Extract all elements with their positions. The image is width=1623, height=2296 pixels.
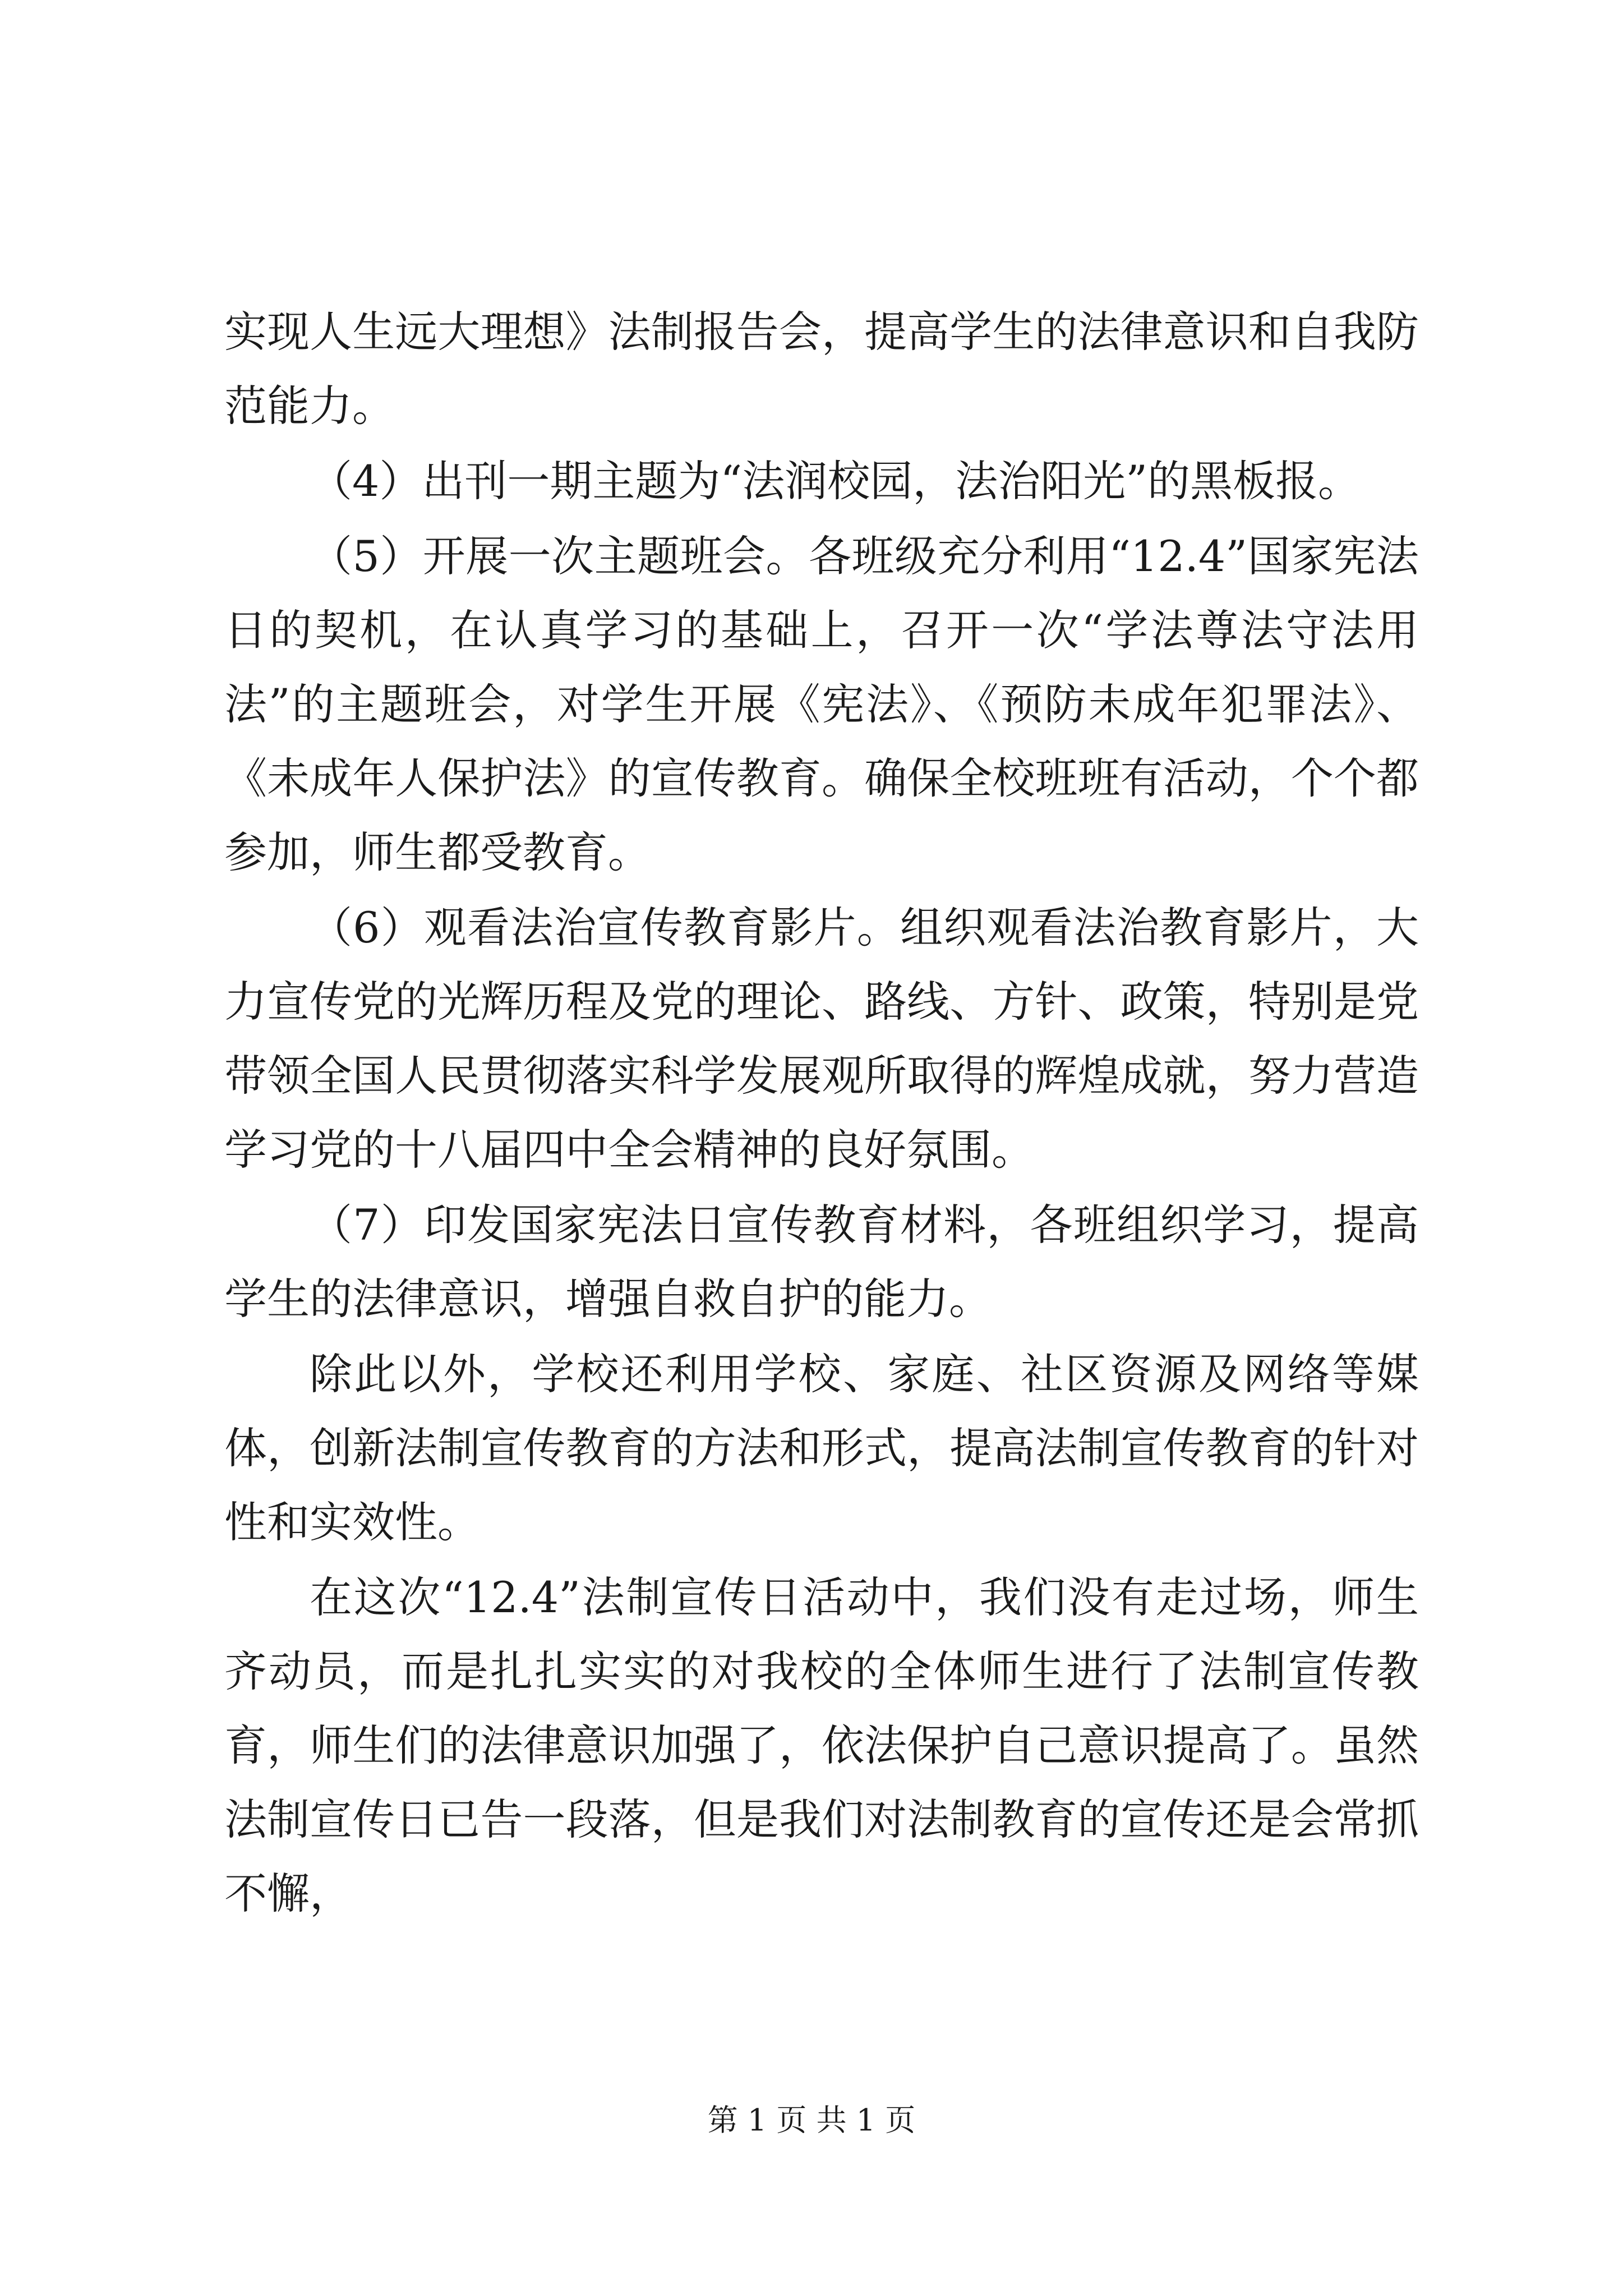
paragraph: 实现人生远大理想》法制报告会，提高学生的法律意识和自我防范能力。 <box>224 307 1419 431</box>
paragraph: 除此以外，学校还利用学校、家庭、社区资源及网络等媒体，创新法制宣传教育的方法和形式，提高法制宣传教育的针对性和实效性。 <box>224 1349 1419 1547</box>
paragraph: （5）开展一次主题班会。各班级充分利用“12.4”国家宪法日的契机，在认真学习的基础上，召开一次“学法尊法守法用法”的主题班会，对学生开展《宪法》、《预防未成年犯罪法》、《未成年人保护法》的宣传教育。确保全校班班有活动，个个都参加，师生都受教育。 <box>224 531 1419 877</box>
paragraph: 在这次“12.4”法制宣传日活动中，我们没有走过场，师生齐动员，而是扎扎实实的对我校的全体师生进行了法制宣传教育，师生们的法律意识加强了，依法保护自己意识提高了。虽然法制宣传日已告一段落，但是我们对法制教育的宣传还是会常抓不懈， <box>224 1572 1419 1918</box>
paragraph: （4）出刊一期主题为“法润校园，法治阳光”的黑板报。 <box>310 456 1361 506</box>
paragraph: （7）印发国家宪法日宣传教育材料，各班组织学习，提高学生的法律意识，增强自救自护的能力。 <box>224 1200 1419 1324</box>
paragraph: （6）观看法治宣传教育影片。组织观看法治教育影片，大力宣传党的光辉历程及党的理论、路线、方针、政策，特别是党带领全国人民贯彻落实科学发展观所取得的辉煌成就，努力营造学习党的十八届四中全会精神的良好氛围。 <box>224 903 1419 1175</box>
document-body <box>224 295 1419 1932</box>
page-footer: 第 1 页 共 1 页 <box>707 2102 916 2138</box>
